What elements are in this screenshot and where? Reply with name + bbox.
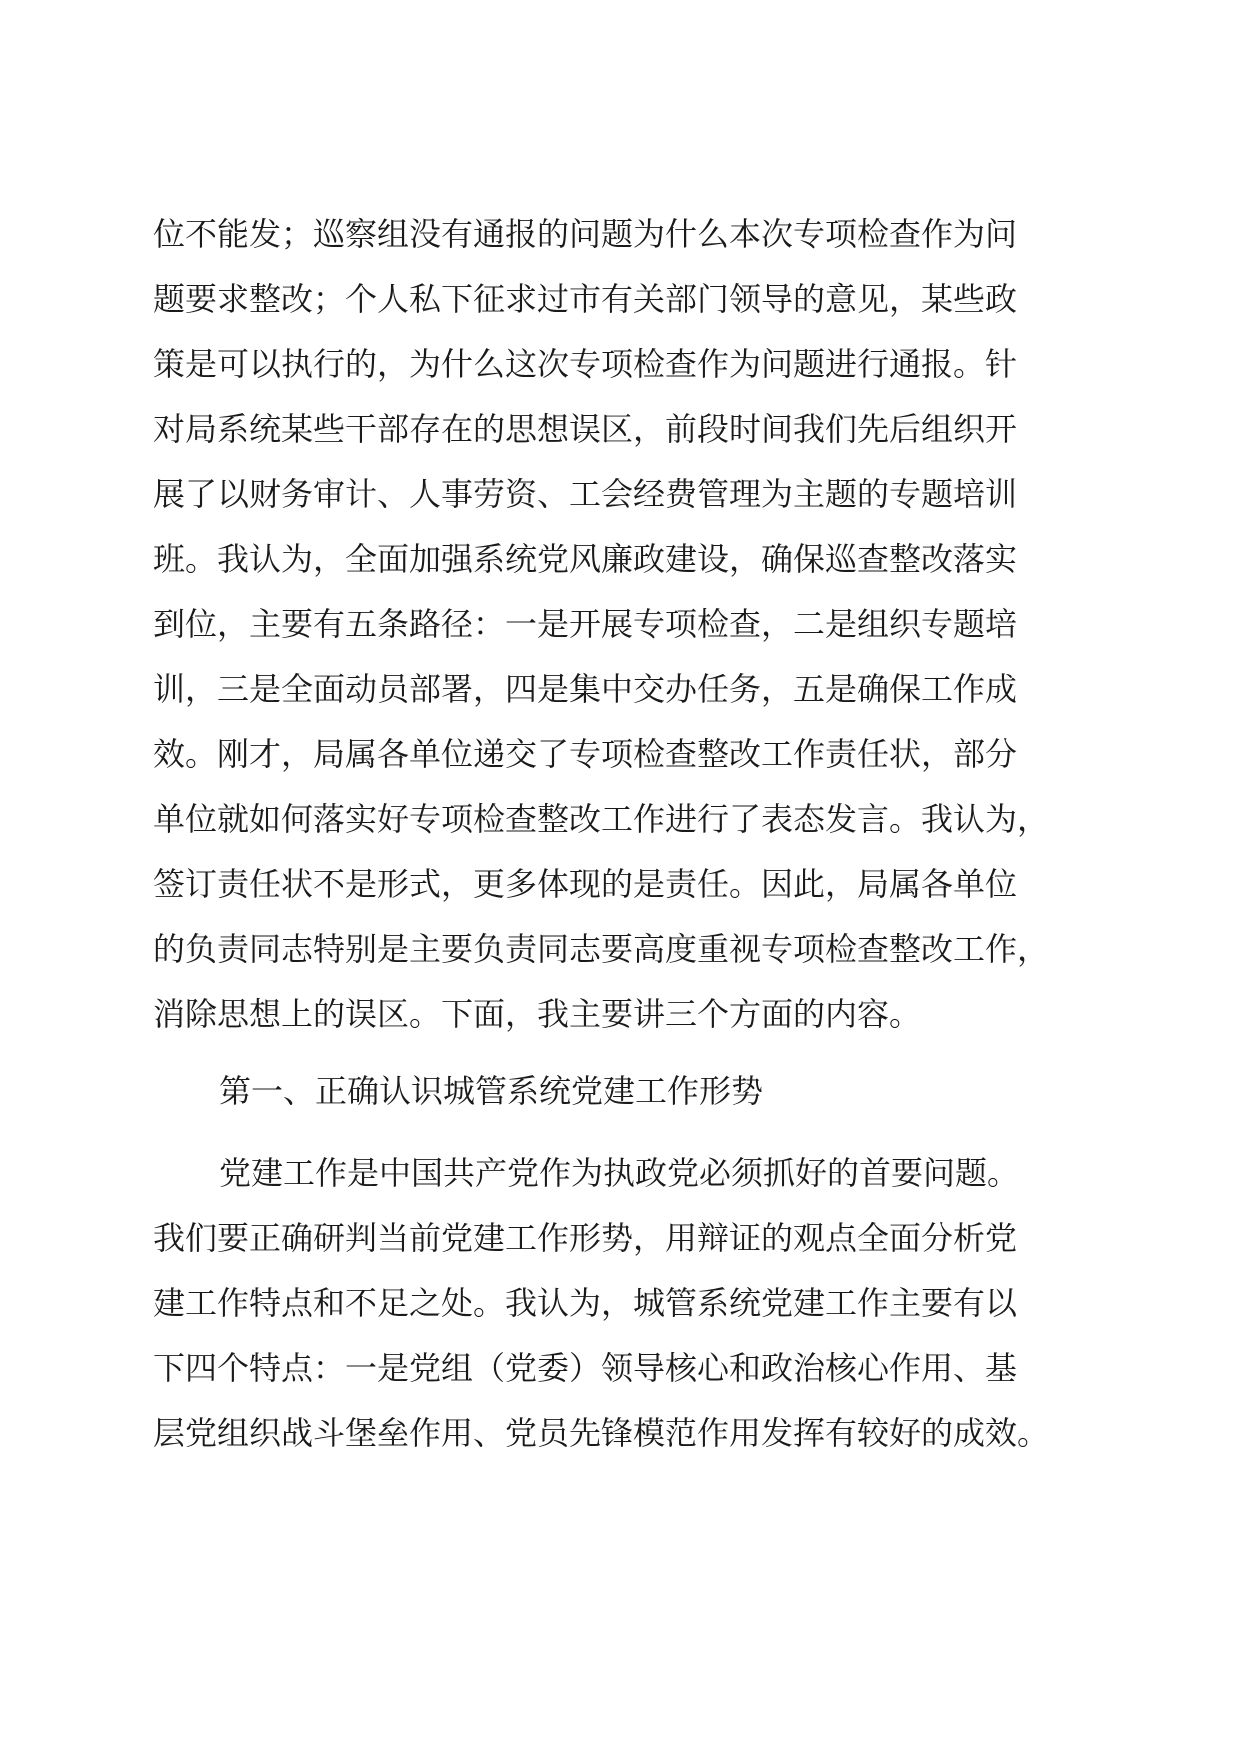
text-line: 层党组织战斗堡垒作用、党员先锋模范作用发挥有较好的成效。: [153, 1414, 1050, 1452]
text-line: 效。刚才，局属各单位递交了专项检查整改工作责任状，部分: [153, 735, 1018, 773]
document-body: [153, 215, 1133, 1482]
text-line: 下四个特点：一是党组（党委）领导核心和政治核心作用、基: [153, 1349, 1018, 1387]
text-line: 签订责任状不是形式，更多体现的是责任。因此，局属各单位: [153, 865, 1018, 903]
text-line: 位不能发；巡察组没有通报的问题为什么本次专项检查作为问: [153, 215, 1018, 253]
text-line: 的负责同志特别是主要负责同志要高度重视专项检查整改工作，: [153, 930, 1050, 968]
paragraph-continued: [153, 215, 1133, 1063]
text-line: 对局系统某些干部存在的思想误区，前段时间我们先后组织开: [153, 410, 1018, 448]
text-line: 到位，主要有五条路径：一是开展专项检查，二是组织专题培: [153, 605, 1018, 643]
text-line: 题要求整改；个人私下征求过市有关部门领导的意见，某些政: [153, 280, 1018, 318]
text-line: 党建工作是中国共产党作为执政党必须抓好的首要问题。: [219, 1154, 1020, 1192]
section-heading: 第一、正确认识城管系统党建工作形势: [219, 1072, 764, 1110]
text-line: 策是可以执行的，为什么这次专项检查作为问题进行通报。针: [153, 345, 1018, 383]
text-line: 训，三是全面动员部署，四是集中交办任务，五是确保工作成: [153, 670, 1018, 708]
paragraph: [153, 1154, 1133, 1482]
text-line: 建工作特点和不足之处。我认为，城管系统党建工作主要有以: [153, 1284, 1018, 1322]
text-line: 展了以财务审计、人事劳资、工会经费管理为主题的专题培训: [153, 475, 1018, 513]
text-line: 班。我认为，全面加强系统党风廉政建设，确保巡查整改落实: [153, 540, 1018, 578]
text-line: 单位就如何落实好专项检查整改工作进行了表态发言。我认为，: [153, 800, 1050, 838]
text-line: 我们要正确研判当前党建工作形势，用辩证的观点全面分析党: [153, 1219, 1018, 1257]
text-line: 消除思想上的误区。下面，我主要讲三个方面的内容。: [153, 995, 922, 1033]
